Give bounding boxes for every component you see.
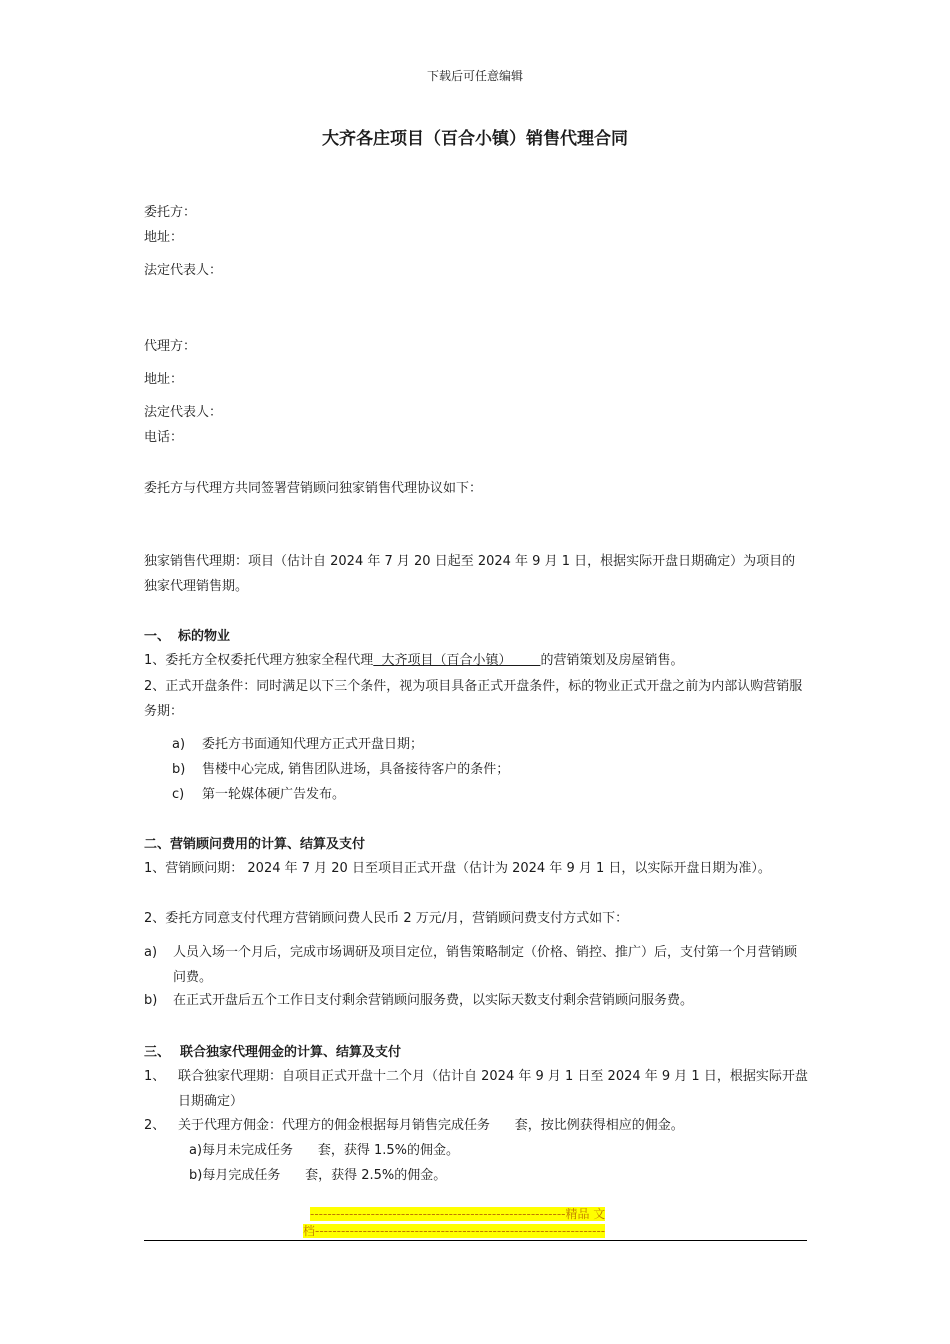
list-item (144, 992, 693, 1010)
header-note: 下载后可任意编辑 (426, 69, 523, 83)
section1-item1-suffix: 的营销策划及房屋销售。 (540, 653, 684, 668)
section2-item2: 2、委托方同意支付代理方营销顾问费人民币 2 万元/月，营销顾问费支付方式如下： (144, 911, 629, 926)
page-title: 大齐各庄项目（百合小镇）销售代理合同 (322, 129, 628, 149)
agent-address-label: 地址： (144, 372, 184, 387)
list-item-text: 委托方书面通知代理方正式开盘日期； (202, 737, 424, 752)
list-item (172, 786, 345, 804)
section2-title: 营销顾问费用的计算、结算及支付 (170, 837, 366, 852)
list-item-label: c) (172, 787, 185, 802)
intro-text: 委托方与代理方共同签署营销顾问独家销售代理协议如下： (144, 481, 483, 496)
list-item-label: a) (144, 945, 158, 960)
list-item-label: b) (144, 993, 158, 1008)
list-item-text: 人员入场一个月后，完成市场调研及项目定位，销售策略制定（价格、销控、推广）后，支付第一个月营销顾问费。 (173, 945, 798, 985)
section2-number: 二、 (144, 837, 171, 852)
section1-heading (144, 628, 230, 646)
section1-item1 (144, 652, 684, 670)
exclusive-period-text: 独家销售代理期：项目（估计自 2024 年 7 月 20 日起至 2024 年 9 月 1 日，根据实际开盘日期确定）为项目的独家代理销售期。 (144, 554, 796, 594)
client-address-label: 地址： (144, 230, 184, 245)
section3-sub-b: b)每月完成任务 套，获得 2.5%的佣金。 (189, 1168, 447, 1183)
client-label: 委托方： (144, 205, 197, 220)
list-item-label: b) (172, 762, 186, 777)
section3-item2 (144, 1117, 684, 1135)
section1-item2: 2、正式开盘条件：同时满足以下三个条件，视为项目具备正式开盘条件，标的物业正式开盘之前为内部认购营销服务期： (144, 679, 803, 719)
section3-sub-a: a)每月未完成任务 套，获得 1.5%的佣金。 (189, 1143, 459, 1158)
section3-heading (144, 1044, 401, 1062)
client-legal-rep-label: 法定代表人： (144, 263, 223, 278)
list-item-text: 在正式开盘后五个工作日支付剩余营销顾问服务费，以实际天数支付剩余营销顾问服务费。 (173, 993, 694, 1008)
list-item (172, 761, 509, 779)
section3-item1-text: 联合独家代理期：自项目正式开盘十二个月（估计自 2024 年 9 月 1 日至 2024 年 9 月 1 日，根据实际开盘日期确定） (178, 1069, 808, 1109)
agent-phone-label: 电话： (144, 430, 184, 445)
section3-item1 (144, 1064, 808, 1114)
section1-title: 标的物业 (178, 629, 231, 644)
list-item (172, 736, 423, 754)
section2-item1: 1、营销顾问期： 2024 年 7 月 20 日至项目正式开盘（估计为 2024 年 9 月 1 日，以实际开盘日期为准）。 (144, 861, 771, 876)
section1-number: 一、 (144, 629, 171, 644)
section3-item2-number: 2、 (144, 1118, 166, 1133)
list-item-label: a) (172, 737, 186, 752)
list-item-text: 第一轮媒体硬广告发布。 (202, 787, 346, 802)
section3-item2-text: 关于代理方佣金：代理方的佣金根据每月销售完成任务 套，按比例获得相应的佣金。 (178, 1118, 684, 1133)
section3-item1-number: 1、 (144, 1069, 166, 1084)
project-name-underlined: 大齐项目（百合小镇） (373, 653, 541, 668)
list-item (144, 940, 808, 990)
section3-title: 联合独家代理佣金的计算、结算及支付 (180, 1045, 402, 1060)
footer-watermark-line1: -----------------------------------------------------------精品 文 (310, 1207, 606, 1221)
section3-number: 三、 (144, 1045, 171, 1060)
footer-watermark-line2: 档------------------------------------------------------------------- (303, 1224, 606, 1238)
section1-item1-prefix: 1、委托方全权委托代理方独家全程代理 (144, 653, 374, 668)
agent-label: 代理方： (144, 339, 197, 354)
section2-heading (144, 836, 365, 854)
footer-divider (144, 1240, 807, 1241)
list-item-text: 售楼中心完成, 销售团队进场，具备接待客户的条件； (202, 762, 510, 777)
agent-legal-rep-label: 法定代表人： (144, 405, 223, 420)
